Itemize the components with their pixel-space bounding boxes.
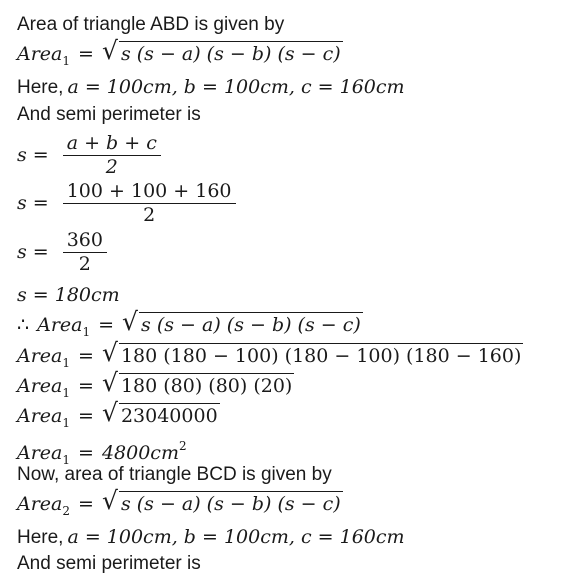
substitution-step-1: Area$_1$ = √ 180 (180 − 100) (180 − 100) (180 − 160)	[17, 338, 522, 370]
substitution-step-3: Area$_1$ = √ 23040000	[17, 398, 218, 430]
s-equals: s =	[17, 191, 49, 214]
semi-perimeter-label: And semi perimeter is	[17, 104, 201, 125]
intro-bcd-text: Now, area of triangle BCD is given by	[17, 464, 332, 485]
area1-value: 4800cm	[101, 442, 179, 464]
s-equals: s =	[17, 143, 49, 166]
therefore-symbol: ∴	[17, 314, 30, 336]
semi-perimeter-formula	[17, 131, 566, 178]
substitution-step-2: Area$_1$ = √ 180 (80) (80) (20)	[17, 368, 293, 400]
s-equals: s =	[17, 240, 49, 263]
sqrt-expression: √ s (s − a) (s − b) (s − c)	[101, 36, 341, 65]
sqrt-expression: √ 180 (180 − 100) (180 − 100) (180 − 160)	[101, 338, 522, 367]
sqrt-expression: √ s (s − a) (s − b) (s − c)	[101, 486, 341, 515]
semi-perimeter-sum	[17, 228, 566, 275]
fraction-values: $\frac{100 + 100 + 160}{2}$	[63, 179, 236, 226]
area1-exponent: 2	[178, 439, 187, 453]
heron-formula-area2: Area$_2$ = √ s (s − a) (s − b) (s − c)	[17, 486, 341, 518]
area1-result: Area$_1$ = $4800cm^2$	[17, 439, 187, 467]
therefore-heron-line: ∴ Area$_1$ = √ s (s − a) (s − b) (s − c)	[17, 307, 361, 339]
side-values: a = 100cm, b = 100cm, c = 160cm	[67, 76, 405, 98]
heron-formula-area1: Area$_1$ = √ s (s − a) (s − b) (s − c)	[17, 36, 341, 68]
here-label: Here,	[17, 527, 64, 548]
sqrt-expression: √ s (s − a) (s − b) (s − c)	[122, 307, 361, 336]
intro-abd-text: Area of triangle ABD is given by	[17, 14, 285, 35]
side-values: a = 100cm, b = 100cm, c = 160cm	[67, 526, 405, 548]
fraction-360: $\frac{360}{2}$	[63, 228, 107, 275]
semi-perimeter-label-2: And semi perimeter is	[17, 553, 201, 574]
side-values-line-2	[17, 523, 566, 551]
side-values-line	[17, 73, 566, 101]
sqrt-expression: √ 180 (80) (80) (20)	[101, 368, 293, 397]
here-label: Here,	[17, 77, 64, 98]
sqrt-expression: √ 23040000	[101, 398, 218, 427]
semi-perimeter-result: s = 180cm	[17, 284, 120, 306]
area-subscript: 1	[62, 54, 71, 68]
semi-perimeter-substitution	[17, 179, 566, 226]
fraction-abc: $\frac{a + b + c}{2}$	[63, 131, 161, 178]
area2-subscript: 2	[62, 504, 71, 518]
area-symbol: Area	[17, 43, 63, 65]
